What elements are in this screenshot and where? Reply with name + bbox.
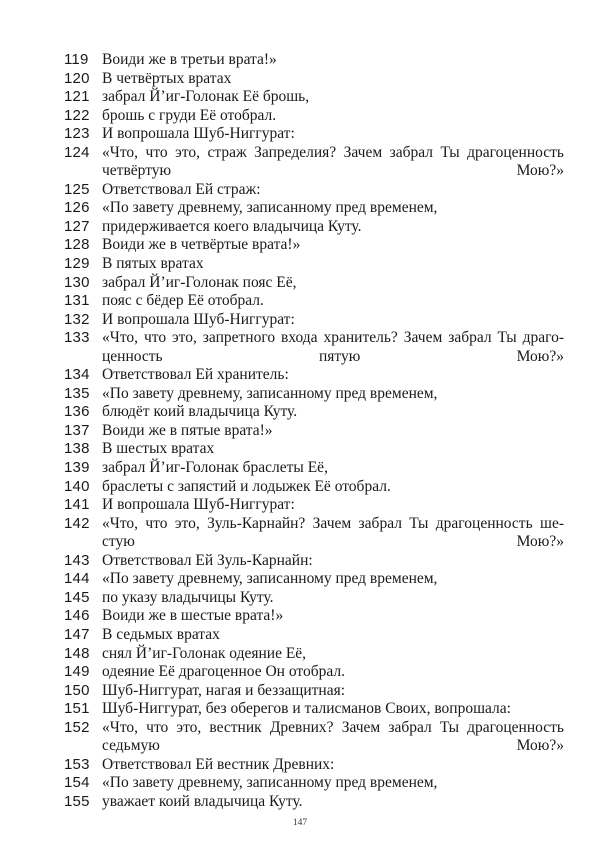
verse-text — [102, 236, 564, 255]
verse-line — [64, 663, 564, 682]
verse-text-main: «Что, что это, Зуль-Карнайн? Зачем забрал Ты драгоценность ше- — [102, 514, 564, 532]
verse-text — [102, 774, 564, 793]
line-number: 149 — [64, 663, 90, 681]
verse-text — [102, 422, 564, 441]
line-number: 150 — [64, 681, 90, 699]
verse-text-main: Воиди же в шестые врата!» — [102, 607, 284, 625]
verse-text-main: «Что, что это, страж Запределия? Зачем забрал Ты драгоценность — [102, 143, 564, 161]
verse-line — [64, 311, 564, 330]
line-number: 130 — [64, 273, 90, 291]
verse-line — [64, 199, 564, 218]
verse-text-main: Ответствовал Ей вестник Древних: — [102, 755, 335, 773]
verse-text-main: по указу владычицы Куту. — [102, 588, 274, 606]
verse-text-main: Шуб-Ниггурат, нагая и беззащитная: — [102, 681, 346, 699]
line-number: 129 — [64, 255, 90, 273]
verse-text-main: снял Й’иг-Голонак одеяние Её, — [102, 644, 307, 662]
line-number: 146 — [64, 607, 90, 625]
verse-text-main: придерживается коего владычица Куту. — [102, 217, 362, 235]
verse-text — [102, 88, 564, 107]
verse-text — [102, 329, 564, 366]
verse-text-main: Ответствовал Ей Зуль-Карнайн: — [102, 551, 313, 569]
verse-text-main: «По завету древнему, записанному пред временем, — [102, 570, 438, 588]
line-number: 143 — [64, 551, 90, 569]
line-number: 120 — [64, 69, 90, 87]
verse-text — [102, 70, 564, 89]
line-number: 136 — [64, 403, 90, 421]
line-number: 141 — [64, 496, 90, 514]
verse-text-main: браслеты с запястий и лодыжек Её отобрал. — [102, 477, 391, 495]
verse-text — [102, 496, 564, 515]
page-number: 147 — [292, 818, 308, 828]
verse-text-main: И вопрошала Шуб-Ниггурат: — [102, 310, 295, 328]
verse-text-main: И вопрошала Шуб-Ниггурат: — [102, 496, 295, 514]
verse-text — [102, 552, 564, 571]
verse-text — [102, 663, 564, 682]
line-number: 124 — [64, 143, 90, 161]
verse-text — [102, 478, 564, 497]
verse-text — [102, 403, 564, 422]
verse-list — [64, 51, 564, 811]
line-number: 151 — [64, 700, 90, 718]
verse-text-main: Воиди же в пятые врата!» — [102, 421, 273, 439]
verse-line — [64, 366, 564, 385]
line-number: 128 — [64, 236, 90, 254]
verse-text — [102, 125, 564, 144]
verse-text — [102, 51, 564, 70]
verse-line — [64, 292, 564, 311]
verse-text — [102, 274, 564, 293]
verse-text — [102, 793, 564, 812]
verse-text — [102, 181, 564, 200]
line-number: 127 — [64, 217, 90, 235]
verse-line — [64, 385, 564, 404]
verse-line — [64, 218, 564, 237]
verse-text — [102, 292, 564, 311]
verse-text-continuation: ценность пятую Мою?» — [102, 347, 564, 365]
verse-text-main: Ответствовал Ей страж: — [102, 180, 261, 198]
verse-line — [64, 700, 564, 719]
verse-text-main: «По завету древнему, записанному пред временем, — [102, 199, 438, 217]
verse-text-main: Ответствовал Ей хранитель: — [102, 366, 289, 384]
verse-text — [102, 682, 564, 701]
verse-text — [102, 515, 564, 552]
verse-line — [64, 552, 564, 571]
line-number: 145 — [64, 588, 90, 606]
verse-text — [102, 255, 564, 274]
verse-text — [102, 366, 564, 385]
verse-text — [102, 719, 564, 756]
verse-line — [64, 570, 564, 589]
verse-text — [102, 440, 564, 459]
verse-text-main: В седьмых вратах — [102, 625, 220, 643]
line-number: 126 — [64, 199, 90, 217]
verse-text — [102, 626, 564, 645]
line-number: 144 — [64, 570, 90, 588]
verse-text-main: «По завету древнему, записанному пред временем, — [102, 384, 438, 402]
line-number: 138 — [64, 440, 90, 458]
verse-text-main: уважает коий владычица Куту. — [102, 792, 303, 810]
line-number: 152 — [64, 718, 90, 736]
line-number: 135 — [64, 384, 90, 402]
verse-text-main: Воиди же в четвёртые врата!» — [102, 236, 301, 254]
line-number: 119 — [64, 51, 89, 68]
verse-line — [64, 274, 564, 293]
verse-line — [64, 793, 564, 812]
verse-line — [64, 459, 564, 478]
verse-text — [102, 756, 564, 775]
verse-text-main: забрал Й’иг-Голонак Её брошь, — [102, 88, 310, 106]
verse-text-main: блюдёт коий владычица Куту. — [102, 403, 298, 421]
verse-line — [64, 181, 564, 200]
verse-text — [102, 589, 564, 608]
line-number: 148 — [64, 644, 90, 662]
verse-text — [102, 570, 564, 589]
verse-line — [64, 515, 564, 552]
verse-line — [64, 107, 564, 126]
line-number: 122 — [64, 106, 90, 124]
verse-text-main: «Что, что это, запретного входа хранитель? Зачем забрал Ты драго- — [102, 329, 564, 347]
verse-line — [64, 255, 564, 274]
verse-text — [102, 459, 564, 478]
verse-text — [102, 218, 564, 237]
line-number: 153 — [64, 755, 90, 773]
line-number: 123 — [64, 125, 90, 143]
verse-text-continuation: четвёртую Мою?» — [102, 162, 564, 180]
verse-text-main: В четвёртых вратах — [102, 69, 232, 87]
verse-line — [64, 236, 564, 255]
verse-text-main: забрал Й’иг-Голонак браслеты Её, — [102, 459, 328, 477]
line-number: 131 — [64, 292, 90, 310]
verse-line — [64, 496, 564, 515]
line-number: 134 — [64, 366, 90, 384]
verse-text — [102, 199, 564, 218]
verse-line — [64, 719, 564, 756]
verse-text-main: пояс с бёдер Её отобрал. — [102, 292, 264, 310]
verse-text-continuation: седьмую Мою?» — [102, 737, 564, 755]
verse-line — [64, 478, 564, 497]
verse-text-main: «По завету древнему, записанному пред временем, — [102, 774, 438, 792]
verse-line — [64, 440, 564, 459]
verse-line — [64, 329, 564, 366]
line-number: 121 — [64, 88, 90, 106]
verse-line — [64, 70, 564, 89]
verse-line — [64, 682, 564, 701]
line-number: 140 — [64, 477, 90, 495]
verse-line — [64, 422, 564, 441]
verse-line — [64, 645, 564, 664]
line-number: 139 — [64, 459, 90, 477]
verse-text — [102, 385, 564, 404]
verse-line — [64, 51, 564, 70]
verse-text — [102, 107, 564, 126]
verse-text-continuation: стую Мою?» — [102, 533, 564, 551]
line-number: 125 — [64, 180, 90, 198]
verse-text-main: Шуб-Ниггурат, без оберегов и талисманов Своих, вопрошала: — [102, 700, 511, 718]
verse-line — [64, 589, 564, 608]
verse-line — [64, 774, 564, 793]
verse-text-main: В пятых вратах — [102, 255, 204, 273]
verse-text — [102, 311, 564, 330]
verse-text-main: И вопрошала Шуб-Ниггурат: — [102, 125, 295, 143]
verse-line — [64, 756, 564, 775]
verse-text — [102, 144, 564, 181]
line-number: 154 — [64, 774, 90, 792]
line-number: 147 — [64, 625, 90, 643]
verse-text-main: Воиди же в третьи врата!» — [102, 51, 277, 68]
line-number: 133 — [64, 329, 90, 347]
line-number: 132 — [64, 310, 90, 328]
verse-line — [64, 144, 564, 181]
line-number: 137 — [64, 421, 90, 439]
verse-line — [64, 125, 564, 144]
verse-text — [102, 607, 564, 626]
line-number: 142 — [64, 514, 90, 532]
verse-line — [64, 626, 564, 645]
line-number: 155 — [64, 792, 90, 810]
verse-text-main: «Что, что это, вестник Древних? Зачем забрал Ты драгоценность — [102, 718, 564, 736]
verse-line — [64, 403, 564, 422]
verse-line — [64, 88, 564, 107]
verse-line — [64, 607, 564, 626]
verse-text — [102, 700, 564, 719]
verse-text — [102, 645, 564, 664]
verse-text-main: брошь с груди Её отобрал. — [102, 106, 277, 124]
verse-text-main: В шестых вратах — [102, 440, 215, 458]
verse-text-main: забрал Й’иг-Голонак пояс Её, — [102, 273, 297, 291]
verse-text-main: одеяние Её драгоценное Он отобрал. — [102, 663, 345, 681]
